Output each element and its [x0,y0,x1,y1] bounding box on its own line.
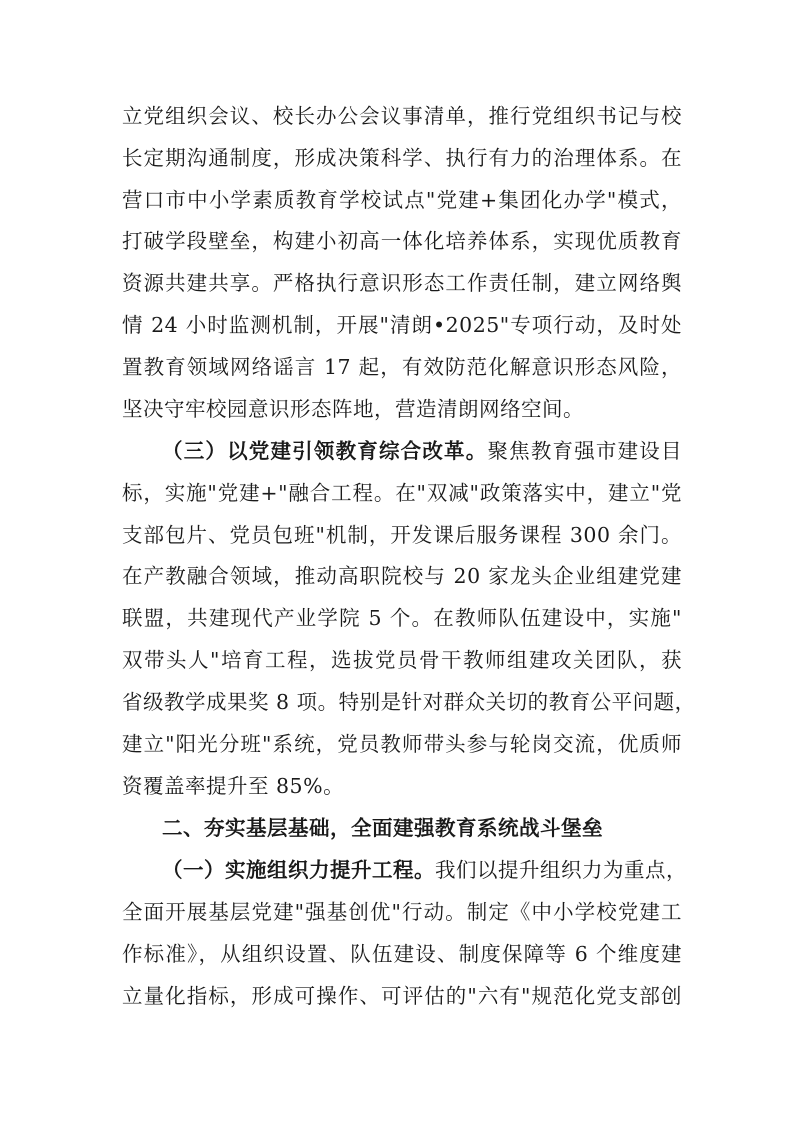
text-line: 全面开展基层党建"强基创优"行动。制定《中小学校党建工 [122,900,682,924]
text-line: 支部包片、党员包班"机制，开发课后服务课程 300 余门。 [122,523,682,547]
paragraph-first-line [162,434,682,468]
text-line: 坚决守牢校园意识形态阵地，营造清朗网络空间。 [122,397,584,421]
paragraph-heading: （一）实施组织力提升工程。 [162,858,435,882]
text-line: 情 24 小时监测机制，开展"清朗•2025"专项行动，及时处 [122,313,682,337]
text-line: 建立"阳光分班"系统，党员教师带头参与轮岗交流，优质师 [122,732,682,756]
paragraph-heading: （三）以党建引领教育综合改革。 [162,439,488,463]
text-line: 标，实施"党建+"融合工程。在"双减"政策落实中，建立"党 [122,481,682,505]
text-line: 营口市中小学素质教育学校试点"党建+集团化办学"模式， [122,188,682,212]
text-line: 立量化指标，形成可操作、可评估的"六有"规范化党支部创 [122,984,682,1008]
text-line: 长定期沟通制度，形成决策科学、执行有力的治理体系。在 [122,146,682,170]
text-line: 置教育领域网络谣言 17 起，有效防范化解意识形态风险， [122,355,682,379]
section-heading: 二、夯实基层基础，全面建强教育系统战斗堡垒 [162,816,603,840]
text-line: 作标准》，从组织设置、队伍建设、制度保障等 6 个维度建 [122,942,682,966]
text-line: 资源共建共享。严格执行意识形态工作责任制，建立网络舆 [122,271,682,295]
text-line: 省级教学成果奖 8 项。特别是针对群众关切的教育公平问题， [122,690,696,714]
paragraph-first-line [162,853,687,887]
paragraph-text: 我们以提升组织力为重点， [435,858,687,882]
text-line: 联盟，共建现代产业学院 5 个。在教师队伍建设中，实施" [122,606,682,630]
text-line: 资覆盖率提升至 85%。 [122,774,345,798]
text-line: 打破学段壁垒，构建小初高一体化培养体系，实现优质教育 [122,229,682,253]
text-line: 立党组织会议、校长办公会议事清单，推行党组织书记与校 [122,104,682,128]
text-line: 双带头人"培育工程，选拔党员骨干教师组建攻关团队，获 [122,648,682,672]
paragraph-text: 聚焦教育强市建设目 [487,439,683,463]
text-line: 在产教融合领域，推动高职院校与 20 家龙头企业组建党建 [122,564,682,588]
